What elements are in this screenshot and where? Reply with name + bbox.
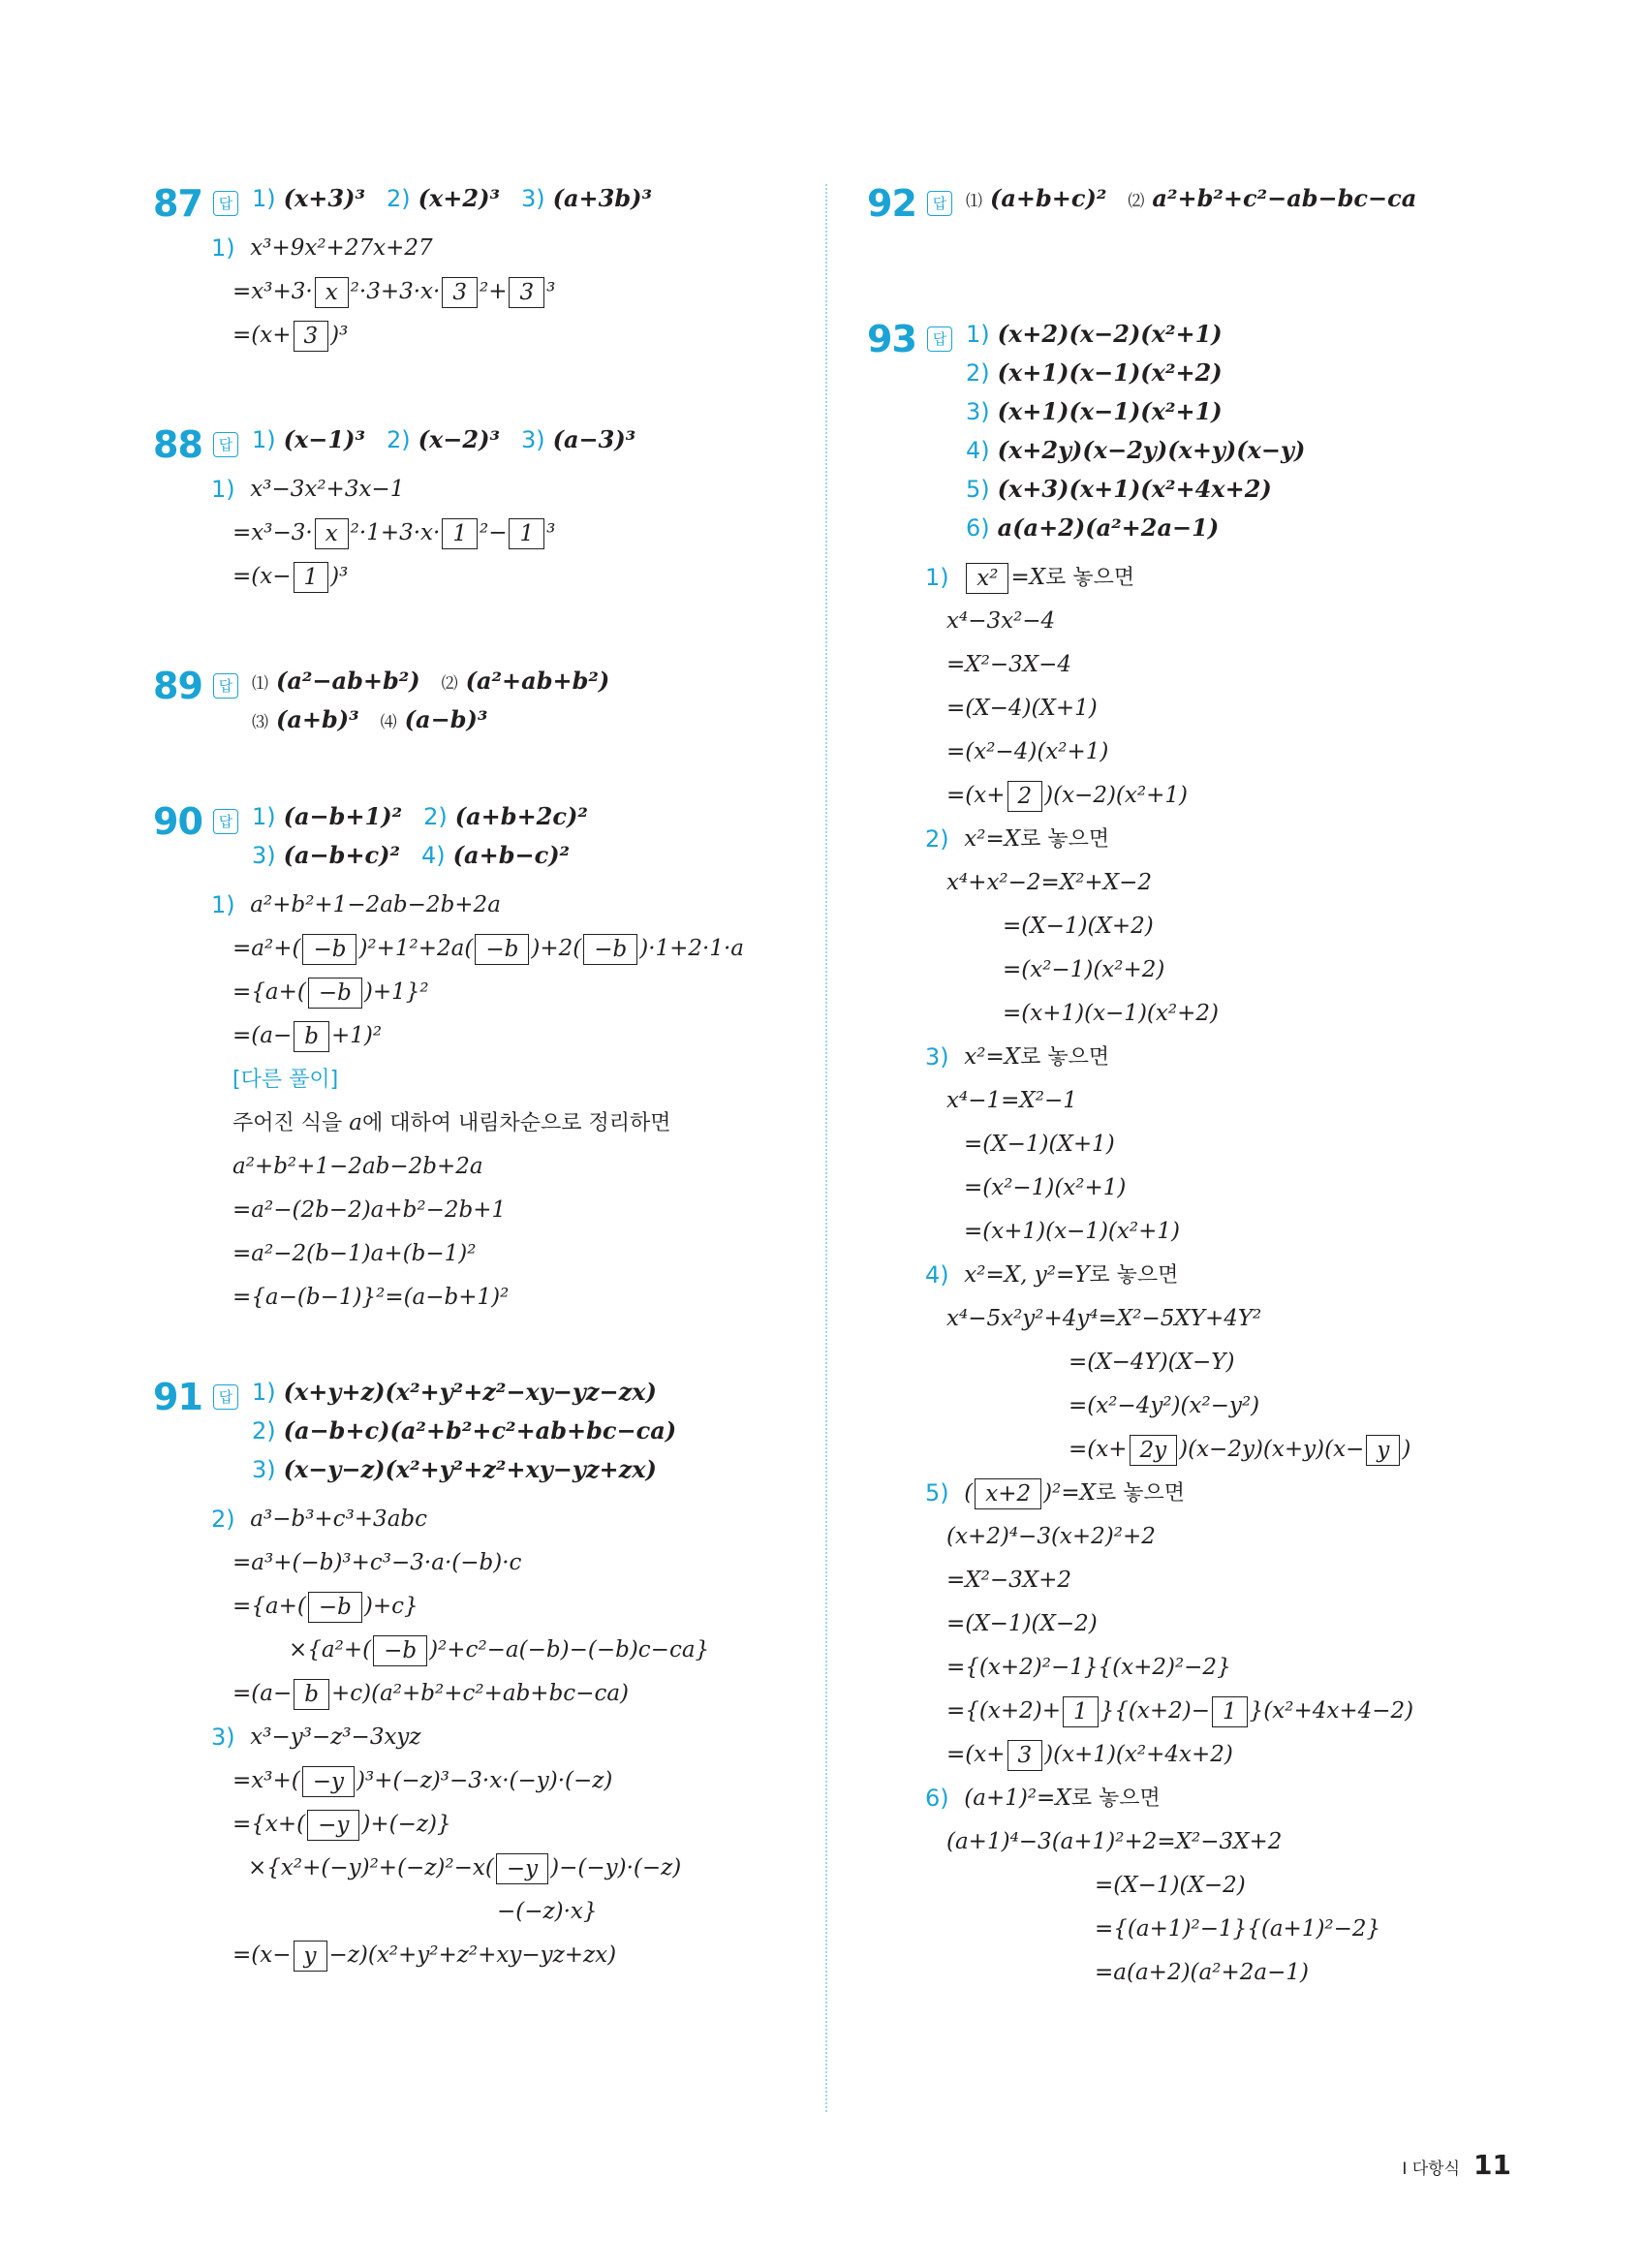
math-expr: =(X−1)(X−2) — [946, 1611, 1098, 1636]
korean-text: 주어진 식을 — [232, 1111, 350, 1135]
problem-89 — [153, 667, 812, 744]
math-expr: ²·1+3·x· — [350, 520, 441, 545]
answer-box: b — [294, 1679, 329, 1710]
solution-line — [153, 1847, 812, 1890]
problem-number: 93 — [867, 318, 916, 360]
solution-label: 4) — [925, 1261, 957, 1289]
solution-label: 1) — [211, 234, 243, 262]
solution-line — [153, 1145, 812, 1189]
math-expr: }(x²+4x+4−2) — [1249, 1698, 1414, 1724]
math-expr: =x³+3· — [232, 279, 313, 304]
solution-label: 3) — [925, 1043, 957, 1071]
solution-line — [867, 730, 1565, 774]
korean-text: 로 놓으면 — [1045, 566, 1135, 590]
problem-88 — [153, 425, 812, 599]
page-number: 11 — [1473, 2149, 1511, 2181]
answer-box: −y — [307, 1810, 359, 1841]
problem-number: 88 — [153, 423, 202, 466]
answer-badge: 답 — [213, 673, 238, 699]
answer-badge: 답 — [213, 432, 238, 457]
answer-box: −b — [302, 934, 356, 965]
solution-line — [153, 468, 812, 512]
solution-line — [153, 1629, 812, 1672]
answer-box: x — [315, 277, 349, 308]
math-expr: )+2( — [531, 936, 582, 961]
answer-label: 2) — [386, 185, 411, 212]
math-expr: x³+9x²+27x+27 — [250, 235, 433, 261]
math-expr: =(x+ — [1069, 1437, 1128, 1462]
answer-label: 1) — [252, 426, 276, 453]
answer-item: 2) (a−b+c)(a²+b²+c²+ab+bc−ca) — [252, 1416, 677, 1445]
answer-item: ⑴ (a+b+c)² — [966, 184, 1107, 212]
answer-label: 4) — [421, 842, 446, 869]
korean-text: 로 놓으면 — [1020, 1045, 1110, 1070]
math-expr: ³ — [546, 520, 556, 545]
korean-text: 로 놓으면 — [1089, 1263, 1179, 1288]
solution-line — [867, 1646, 1565, 1690]
answer-row — [252, 705, 812, 744]
math-expr: =(x²−1)(x²+2) — [1003, 957, 1165, 982]
math-expr: ) — [1402, 1437, 1411, 1462]
answer-row — [927, 184, 1565, 223]
answer-label: ⑶ — [252, 713, 268, 732]
answer-label: 3) — [252, 1456, 276, 1483]
math-expr: a²+b²+1−2ab−2b+2a — [250, 892, 501, 917]
problem-92 — [867, 184, 1565, 223]
solution-label: 3) — [211, 1724, 243, 1751]
answer-row — [252, 841, 812, 880]
answer-item: 4) (a+b−c)² — [421, 841, 571, 869]
answer-row — [213, 1378, 812, 1416]
solution-line — [867, 1864, 1565, 1908]
math-expr: }{(x+2)− — [1100, 1698, 1211, 1724]
math-expr: )²=X — [1043, 1480, 1096, 1506]
solution-line — [153, 1934, 812, 1977]
math-expr: x²=X, y²=Y — [964, 1262, 1090, 1288]
math-expr: =X²−3X−4 — [946, 652, 1072, 677]
korean-text: 로 놓으면 — [1095, 1481, 1185, 1506]
answer-item: ⑵ a²+b²+c²−ab−bc−ca — [1128, 184, 1417, 212]
math-expr: )+1}² — [363, 979, 429, 1005]
math-expr: =(x²−4)(x²+1) — [946, 739, 1109, 764]
answer-row — [213, 184, 812, 223]
solution-line — [153, 1716, 812, 1759]
math-expr: =(x− — [232, 1942, 292, 1968]
solution-line — [153, 1189, 812, 1232]
math-expr: =(X−4)(X+1) — [946, 696, 1098, 721]
math-expr: x³−y³−z³−3xyz — [250, 1724, 421, 1750]
answer-box: 2y — [1130, 1435, 1178, 1466]
solution-line — [867, 1733, 1565, 1777]
problem-number: 87 — [153, 182, 202, 225]
solution-line — [867, 1036, 1565, 1079]
answer-box: x — [315, 518, 349, 549]
solution-label: 1) — [925, 564, 957, 591]
solution-line — [867, 1341, 1565, 1384]
answer-item: 5) (x+3)(x+1)(x²+4x+2) — [966, 475, 1272, 503]
answer-label: 2) — [423, 803, 448, 830]
solution-line — [867, 643, 1565, 687]
solution-line — [867, 1602, 1565, 1646]
math-expr: )+(−z)} — [361, 1812, 451, 1837]
solution-line — [153, 1058, 812, 1102]
math-expr: )³+(−z)³−3·x·(−y)·(−z) — [356, 1768, 613, 1793]
answer-box: −b — [373, 1635, 427, 1666]
math-expr: −(−z)·x} — [497, 1899, 598, 1924]
answer-item: 3) (a+3b)³ — [520, 184, 652, 212]
solution-line — [867, 1515, 1565, 1559]
solution-line — [867, 948, 1565, 992]
math-expr: x²=X — [964, 826, 1021, 852]
math-expr: x⁴+x²−2=X²+X−2 — [946, 870, 1152, 895]
left-column — [153, 184, 812, 1977]
math-expr: ²+ — [479, 279, 508, 304]
solution-line — [153, 1759, 812, 1803]
answer-row — [966, 513, 1565, 552]
solution-line — [153, 1803, 812, 1847]
math-expr: =(a− — [232, 1023, 293, 1048]
math-expr: x⁴−5x²y²+4y⁴=X²−5XY+4Y² — [946, 1306, 1262, 1331]
answer-item: 1) (a−b+1)² — [252, 802, 403, 830]
answer-badge: 답 — [927, 191, 952, 216]
math-expr: x³−3x²+3x−1 — [250, 477, 405, 502]
answer-box: −y — [496, 1853, 548, 1884]
alt-solution-label: [다른 풀이] — [232, 1068, 339, 1092]
answer-label: ⑴ — [252, 674, 268, 694]
math-expr: =(x+1)(x−1)(x²+1) — [964, 1219, 1180, 1244]
solution — [153, 227, 812, 357]
answer-box: 1 — [509, 518, 544, 549]
korean-text: 로 놓으면 — [1020, 827, 1110, 852]
solution-line — [867, 687, 1565, 730]
math-expr: ( — [964, 1480, 974, 1506]
answer-box: 2 — [1007, 781, 1043, 812]
solution-line — [867, 1472, 1565, 1515]
solution-line — [153, 1585, 812, 1629]
solution-line — [153, 884, 812, 927]
solution-label: 6) — [925, 1785, 957, 1812]
answer-row — [966, 436, 1565, 475]
math-expr: (a+1)²=X — [964, 1786, 1071, 1811]
answer-item: 2) (x+2)³ — [386, 184, 500, 212]
math-expr: ={a+( — [232, 979, 306, 1005]
answer-item: 3) (a−b+c)² — [252, 841, 401, 869]
solution-line — [153, 1672, 812, 1716]
answer-box: 1 — [1212, 1696, 1248, 1727]
problem-number: 92 — [867, 182, 916, 225]
math-expr: =a²−2(b−1)a+(b−1)² — [232, 1241, 477, 1266]
math-expr: =(x− — [232, 564, 292, 589]
solution-line — [153, 1541, 812, 1585]
math-expr: a³−b³+c³+3abc — [250, 1507, 428, 1532]
solution-line — [867, 1079, 1565, 1123]
solution-label: 2) — [925, 825, 957, 853]
answer-label: 3) — [252, 842, 276, 869]
solution — [153, 468, 812, 599]
answer-box: 3 — [1007, 1740, 1043, 1771]
solution-line — [867, 1123, 1565, 1166]
answer-label: 1) — [252, 1379, 276, 1406]
answer-item: 3) (x−y−z)(x²+y²+z²+xy−yz+zx) — [252, 1455, 657, 1483]
answer-label: ⑵ — [441, 674, 458, 694]
answer-item: 2) (a+b+2c)² — [423, 802, 588, 830]
math-expr: ={a−(b−1)}²=(a−b+1)² — [232, 1285, 510, 1310]
answer-row — [966, 475, 1565, 513]
math-expr: )(x−2y)(x+y)(x− — [1179, 1437, 1365, 1462]
math-expr: =(x²−1)(x²+1) — [964, 1175, 1127, 1200]
right-column — [867, 184, 1565, 1995]
math-expr: =(X−4Y)(X−Y) — [1069, 1350, 1235, 1375]
answer-box: −b — [308, 1592, 362, 1623]
answer-label: ⑵ — [1128, 192, 1145, 211]
math-expr: )(x+1)(x²+4x+2) — [1044, 1742, 1233, 1767]
answer-box: b — [294, 1021, 329, 1052]
math-expr: ×{a²+( — [289, 1637, 372, 1662]
math-expr: −z)(x²+y²+z²+xy−yz+zx) — [328, 1942, 617, 1968]
answer-item: 3) (x+1)(x−1)(x²+1) — [966, 397, 1223, 425]
solution-label: 2) — [211, 1506, 243, 1533]
solution-label: 5) — [925, 1479, 957, 1507]
answer-label: 4) — [966, 437, 990, 464]
solution-line — [867, 1690, 1565, 1733]
math-expr: =a(a+2)(a²+2a−1) — [1095, 1960, 1309, 1985]
answer-row — [213, 667, 812, 705]
answer-row — [213, 802, 812, 841]
solution-line — [867, 861, 1565, 905]
answer-item: 1) (x+3)³ — [252, 184, 365, 212]
answer-box: −b — [583, 934, 637, 965]
solution-line — [153, 270, 812, 314]
problem-91 — [153, 1378, 812, 1977]
answer-box: y — [1366, 1435, 1400, 1466]
math-expr: ={(x+2)²−1}{(x+2)²−2} — [946, 1655, 1231, 1680]
answer-row — [927, 320, 1565, 358]
answer-box: 3 — [509, 277, 544, 308]
problem-number: 91 — [153, 1376, 202, 1418]
answer-row — [966, 358, 1565, 397]
solution-line — [867, 905, 1565, 948]
problem-93 — [867, 320, 1565, 1995]
answer-box: x² — [966, 563, 1008, 594]
answer-item: 3) (a−3)³ — [520, 425, 636, 453]
answer-label: 1) — [252, 185, 276, 212]
math-expr: =x³+( — [232, 1768, 300, 1793]
solution-line — [153, 1498, 812, 1541]
solution-line — [153, 314, 812, 357]
answer-row — [252, 1416, 812, 1455]
problem-number: 89 — [153, 665, 202, 707]
answer-label: 6) — [966, 514, 990, 542]
answer-label: ⑴ — [966, 192, 982, 211]
solution-line — [867, 1951, 1565, 1995]
answer-item: 1) (x−1)³ — [252, 425, 365, 453]
answer-label: ⑷ — [380, 713, 397, 732]
problem-87 — [153, 184, 812, 357]
solution-line — [867, 556, 1565, 600]
solution-line — [153, 1890, 812, 1934]
answer-box: 1 — [294, 562, 329, 593]
answer-badge: 답 — [213, 191, 238, 216]
answer-label: 1) — [966, 321, 990, 348]
math-expr: )−(−y)·(−z) — [550, 1855, 682, 1880]
math-expr: =X — [1010, 565, 1046, 590]
math-expr: x²=X — [964, 1044, 1021, 1070]
answer-badge: 답 — [213, 1384, 238, 1410]
math-expr: =(X−1)(X−2) — [1095, 1873, 1246, 1898]
answer-item: 2) (x−2)³ — [386, 425, 500, 453]
math-expr: =(x+ — [946, 783, 1006, 808]
answer-row — [252, 1455, 812, 1494]
math-expr: =a²+( — [232, 936, 301, 961]
answer-item: ⑷ (a−b)³ — [380, 705, 488, 733]
math-expr: )³ — [330, 323, 349, 348]
answer-label: 3) — [966, 398, 990, 425]
answer-label: 5) — [966, 476, 990, 503]
solution-line — [867, 774, 1565, 818]
math-expr: )²+1²+2a( — [358, 936, 474, 961]
solution-label: 1) — [211, 891, 243, 918]
answer-box: −y — [302, 1766, 355, 1797]
solution-line — [867, 600, 1565, 643]
math-expr: ={(x+2)+ — [946, 1698, 1061, 1724]
solution-line — [153, 1102, 812, 1145]
solution-line — [153, 971, 812, 1014]
math-expr: =(x+ — [232, 323, 292, 348]
column-divider — [825, 184, 827, 2112]
answer-item: 4) (x+2y)(x−2y)(x+y)(x−y) — [966, 436, 1306, 464]
problem-number: 90 — [153, 800, 202, 843]
page-footer — [1402, 2149, 1511, 2181]
solution-line — [867, 1559, 1565, 1602]
solution-line — [153, 1276, 812, 1320]
math-expr: =a²−(2b−2)a+b²−2b+1 — [232, 1197, 507, 1223]
answer-item: 1) (x+y+z)(x²+y²+z²−xy−yz−zx) — [252, 1378, 657, 1406]
solution-line — [867, 1820, 1565, 1864]
math-expr: =a³+(−b)³+c³−3·a·(−b)·c — [232, 1550, 522, 1575]
math-expr: ={(a+1)²−1}{(a+1)²−2} — [1095, 1916, 1381, 1942]
math-expr: )³ — [330, 564, 349, 589]
math-expr: =X²−3X+2 — [946, 1568, 1072, 1593]
math-expr: (x+2)⁴−3(x+2)²+2 — [946, 1524, 1156, 1549]
math-expr: =(X−1)(X+1) — [964, 1132, 1115, 1157]
math-expr: ²− — [479, 520, 508, 545]
math-expr: =(x²−4y²)(x²−y²) — [1069, 1393, 1260, 1418]
math-expr: =(a− — [232, 1681, 293, 1706]
problem-90 — [153, 802, 812, 1320]
solution-line — [867, 1384, 1565, 1428]
answer-box: −b — [475, 934, 529, 965]
chapter-label: Ⅰ 다항식 — [1402, 2159, 1461, 2179]
math-expr: =(x+ — [946, 1742, 1006, 1767]
solution-line — [867, 1428, 1565, 1472]
answer-box: 1 — [1063, 1696, 1099, 1727]
answer-badge: 답 — [213, 809, 238, 834]
solution-line — [153, 1014, 812, 1058]
answer-box: 3 — [442, 277, 478, 308]
answer-box: x+2 — [975, 1478, 1041, 1509]
korean-text: 로 놓으면 — [1070, 1786, 1161, 1811]
solution — [153, 1498, 812, 1977]
solution-line — [867, 992, 1565, 1036]
answer-label: 2) — [252, 1417, 276, 1445]
answer-item: ⑶ (a+b)³ — [252, 705, 359, 733]
math-expr: a²+b²+1−2ab−2b+2a — [232, 1154, 483, 1179]
math-expr: ×{x²+(−y)²+(−z)²−x( — [248, 1855, 494, 1880]
math-expr: (a+1)⁴−3(a+1)²+2=X²−3X+2 — [946, 1829, 1283, 1854]
answer-label: 2) — [966, 359, 990, 387]
solution-line — [867, 1908, 1565, 1951]
answer-label: 1) — [252, 803, 276, 830]
answer-box: 3 — [294, 321, 329, 352]
solution-label: 1) — [211, 476, 243, 503]
solution-line — [867, 1166, 1565, 1210]
answer-item: ⑴ (a²−ab+b²) — [252, 667, 420, 695]
solution-line — [153, 927, 812, 971]
answer-row — [213, 425, 812, 464]
solution-line — [153, 512, 812, 555]
math-expr: )·1+2·1·a — [639, 936, 745, 961]
math-expr: ={x+( — [232, 1812, 306, 1837]
solution-line — [153, 1232, 812, 1276]
answer-item: 1) (x+2)(x−2)(x²+1) — [966, 320, 1223, 348]
math-expr: +c)(a²+b²+c²+ab+bc−ca) — [330, 1681, 630, 1706]
korean-text: 에 대하여 내림차순으로 정리하면 — [361, 1111, 671, 1135]
solution-line — [153, 227, 812, 270]
solution-line — [867, 1210, 1565, 1254]
math-expr: =(X−1)(X+2) — [1003, 914, 1154, 939]
answer-label: 2) — [386, 426, 411, 453]
math-expr: )²+c²−a(−b)−(−b)c−ca} — [429, 1637, 710, 1662]
math-expr: =x³−3· — [232, 520, 313, 545]
answer-item: 2) (x+1)(x−1)(x²+2) — [966, 358, 1223, 387]
answer-box: −b — [308, 978, 362, 1009]
answer-label: 3) — [520, 185, 545, 212]
solution — [867, 556, 1565, 1995]
math-expr: ³ — [546, 279, 556, 304]
answer-box: y — [294, 1941, 327, 1972]
answer-item: 6) a(a+2)(a²+2a−1) — [966, 513, 1220, 542]
answer-item: ⑵ (a²+ab+b²) — [441, 667, 610, 695]
math-expr: x⁴−1=X²−1 — [946, 1088, 1077, 1113]
solution-line — [867, 1254, 1565, 1297]
solution-line — [867, 1297, 1565, 1341]
answer-box: 1 — [442, 518, 478, 549]
solution-line — [867, 818, 1565, 861]
answer-row — [966, 397, 1565, 436]
math-expr: =(x+1)(x−1)(x²+2) — [1003, 1001, 1219, 1026]
math-expr: ={a+( — [232, 1594, 306, 1619]
math-expr: ²·3+3·x· — [350, 279, 441, 304]
solution-line — [867, 1777, 1565, 1820]
math-expr: a — [349, 1110, 362, 1135]
answer-badge: 답 — [927, 326, 952, 352]
math-expr: +1)² — [330, 1023, 383, 1048]
math-expr: )+c} — [363, 1594, 418, 1619]
answer-label: 3) — [520, 426, 545, 453]
solution-line — [153, 555, 812, 599]
solution — [153, 884, 812, 1320]
math-expr: x⁴−3x²−4 — [946, 608, 1056, 634]
math-expr: )(x−2)(x²+1) — [1044, 783, 1188, 808]
